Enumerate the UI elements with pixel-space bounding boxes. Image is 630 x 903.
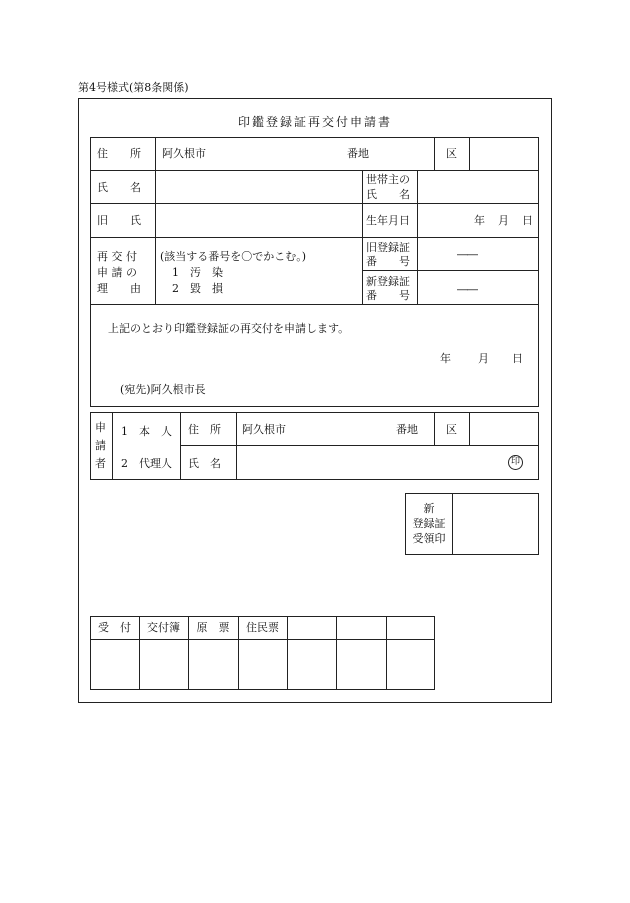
applicant-label-1: 申 — [95, 421, 106, 434]
seal-mark: 印 — [508, 455, 523, 470]
new-cert-no-label-1: 新登録証 — [366, 275, 410, 288]
address-input[interactable] — [200, 138, 340, 169]
applicant-name-input[interactable] — [237, 446, 492, 479]
declaration-year: 年 — [440, 352, 451, 365]
office-header-reception: 受 付 — [98, 621, 131, 634]
address-ku: 区 — [446, 147, 457, 160]
office-header-original-record: 原 票 — [196, 621, 230, 634]
old-cert-no-label-2: 番 号 — [366, 255, 410, 268]
applicant-ku-input[interactable] — [470, 413, 538, 444]
receipt-label-1: 新 — [423, 502, 435, 515]
reason-label-1: 再 交 付 — [97, 250, 137, 263]
applicant-self-option[interactable]: 1 本 人 — [121, 425, 172, 438]
new-cert-no-label-2: 番 号 — [366, 289, 410, 302]
applicant-address-label: 住 所 — [188, 423, 221, 436]
applicant-proxy-option[interactable]: 2 代理人 — [121, 457, 172, 470]
name-label: 氏 名 — [97, 181, 141, 194]
former-name-input[interactable] — [156, 204, 361, 236]
applicant-address-banchi: 番地 — [396, 423, 418, 436]
applicant-address-city: 阿久根市 — [242, 423, 286, 436]
reason-option-damage[interactable]: 2 毀 損 — [172, 282, 223, 295]
ku-input[interactable] — [470, 138, 538, 169]
applicant-label-3: 者 — [95, 457, 106, 470]
applicant-name-label: 氏 名 — [188, 457, 221, 470]
birth-month-unit: 月 — [498, 214, 509, 227]
address-city: 阿久根市 — [162, 147, 206, 160]
household-head-label-2: 氏 名 — [366, 188, 410, 201]
reason-instruction: (該当する番号を〇でかこむ。) — [160, 250, 307, 263]
addressee: (宛先)阿久根市長 — [120, 383, 206, 396]
former-name-label: 旧 氏 — [97, 214, 141, 227]
receipt-label-3: 受領印 — [412, 532, 446, 545]
old-cert-no-label-1: 旧登録証 — [366, 241, 410, 254]
old-cert-no-value: ―― — [457, 248, 477, 261]
applicant-address-input[interactable] — [280, 413, 390, 444]
birth-day-unit: 日 — [522, 214, 533, 227]
declaration-text: 上記のとおり印鑑登録証の再交付を申請します。 — [108, 322, 350, 335]
form-number: 第4号様式(第8条関係) — [78, 81, 189, 94]
reason-option-contamination[interactable]: 1 汚 染 — [172, 266, 223, 279]
address-banchi: 番地 — [347, 147, 369, 160]
household-head-label-1: 世帯主の — [366, 173, 410, 186]
birth-date-label: 生年月日 — [366, 214, 410, 227]
office-header-issue-register: 交付簿 — [147, 621, 180, 634]
form-title: 印鑑登録証再交付申請書 — [237, 115, 392, 129]
birth-year-unit: 年 — [474, 214, 485, 227]
new-cert-no-value: ―― — [457, 283, 477, 296]
applicant-address-ku: 区 — [446, 423, 457, 436]
office-header-resident-record: 住民票 — [246, 621, 279, 634]
reason-label-2: 申 請 の — [97, 266, 137, 279]
declaration-month: 月 — [478, 352, 489, 365]
receipt-seal-field[interactable] — [453, 494, 538, 554]
reason-label-3: 理 由 — [97, 282, 141, 295]
household-head-input[interactable] — [418, 171, 538, 202]
applicant-label-2: 請 — [95, 439, 106, 452]
declaration-day: 日 — [512, 352, 523, 365]
name-input[interactable] — [156, 171, 361, 202]
address-label: 住 所 — [97, 147, 141, 160]
receipt-label-2: 登録証 — [412, 517, 446, 530]
